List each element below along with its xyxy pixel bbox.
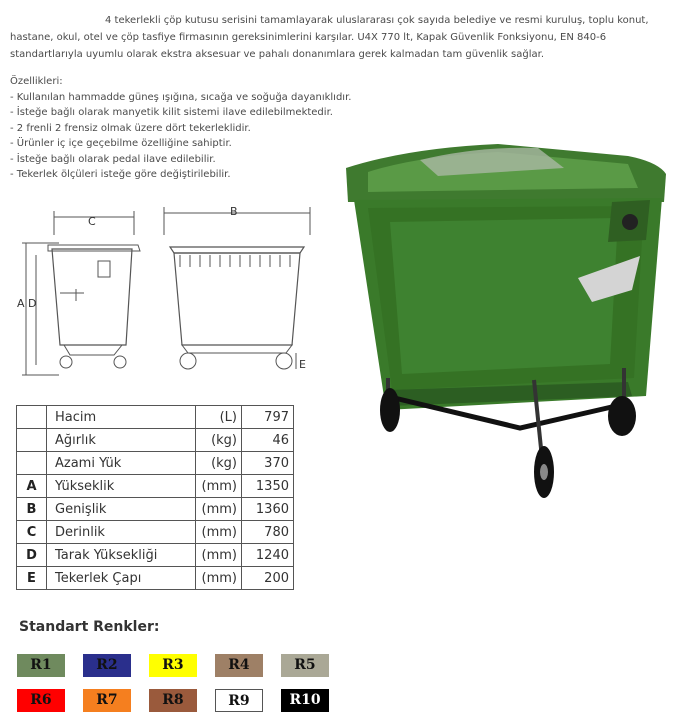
- color-swatch-r3: R3: [149, 654, 197, 677]
- features-title: Özellikleri:: [10, 76, 63, 87]
- features-list: [10, 74, 351, 183]
- spec-value: 797: [242, 406, 294, 429]
- spec-code: B: [17, 498, 47, 521]
- spec-unit: (mm): [196, 567, 242, 590]
- spec-code: [17, 406, 47, 429]
- feature-item: - Tekerlek ölçüleri isteğe göre değiştirilebilir.: [10, 169, 231, 180]
- table-row: [17, 429, 294, 452]
- spec-table-body: [17, 406, 294, 590]
- label-e: E: [299, 358, 306, 371]
- technical-drawing: [14, 205, 314, 383]
- feature-item: - 2 frenli 2 frensiz olmak üzere dört tekerleklidir.: [10, 122, 251, 134]
- spec-code: A: [17, 475, 47, 498]
- spec-label: Tekerlek Çapı: [47, 567, 196, 590]
- feature-item: - Ürünler iç içe geçebilme özelliğine sahiptir.: [10, 138, 232, 149]
- green-bin-image: [328, 138, 680, 503]
- spec-code: D: [17, 544, 47, 567]
- feature-item: - İsteğe bağlı olarak manyetik kilit sistemi ilave edilebilmektedir.: [10, 107, 333, 118]
- spec-code: C: [17, 521, 47, 544]
- spec-value: 200: [242, 567, 294, 590]
- spec-value: 1350: [242, 475, 294, 498]
- table-row: [17, 498, 294, 521]
- color-swatch-r5: R5: [281, 654, 329, 677]
- color-swatch-r8: R8: [149, 689, 197, 712]
- table-row: [17, 406, 294, 429]
- table-row: [17, 544, 294, 567]
- feature-item: - Kullanılan hammadde güneş ışığına, sıcağa ve soğuğa dayanıklıdır.: [10, 91, 352, 103]
- color-swatch-r7: R7: [83, 689, 131, 712]
- spec-value: 46: [242, 429, 294, 452]
- feature-item: - İsteğe bağlı olarak pedal ilave edilebilir.: [10, 153, 216, 165]
- intro-text: 4 tekerlekli çöp kutusu serisini tamamlayarak uluslararası çok sayıda belediye ve resmi kuruluş, toplu konut, hastane, okul, otel ve çöp tasfiye firmasının gereksinimlerini karşılar. U4X 770 lt, Kapak Güvenlik Fonksiyonu, EN 840-6 standartlarıyla uyumlu olarak ekstra aksesuar ve pahalı donanımlara gerek kalmadan tam güvenlik sağlar.: [10, 15, 649, 60]
- spec-unit: (mm): [196, 521, 242, 544]
- spec-code: [17, 429, 47, 452]
- color-swatch-r1: R1: [17, 654, 65, 677]
- spec-label: Azami Yük: [47, 452, 196, 475]
- colors-title: Standart Renkler:: [19, 619, 160, 635]
- color-swatch-r4: R4: [215, 654, 263, 677]
- spec-label: Ağırlık: [47, 429, 196, 452]
- spec-unit: (mm): [196, 498, 242, 521]
- spec-label: Yükseklik: [47, 475, 196, 498]
- label-c: C: [88, 215, 96, 228]
- spec-code: E: [17, 567, 47, 590]
- spec-value: 1360: [242, 498, 294, 521]
- spec-label: Genişlik: [47, 498, 196, 521]
- table-row: [17, 475, 294, 498]
- spec-unit: (mm): [196, 544, 242, 567]
- label-b: B: [230, 205, 238, 218]
- spec-unit: (mm): [196, 475, 242, 498]
- spec-value: 370: [242, 452, 294, 475]
- spec-value: 780: [242, 521, 294, 544]
- spec-value: 1240: [242, 544, 294, 567]
- spec-label: Tarak Yüksekliği: [47, 544, 196, 567]
- spec-table: [16, 405, 294, 590]
- spec-unit: (kg): [196, 452, 242, 475]
- spec-unit: (kg): [196, 429, 242, 452]
- color-swatch-r2: R2: [83, 654, 131, 677]
- color-swatch-r10: R10: [281, 689, 329, 712]
- intro-paragraph: [10, 12, 680, 63]
- spec-code: [17, 452, 47, 475]
- table-row: [17, 567, 294, 590]
- color-swatch-r9: R9: [215, 689, 263, 712]
- label-ad: A D: [17, 297, 37, 310]
- table-row: [17, 521, 294, 544]
- color-swatch-r6: R6: [17, 689, 65, 712]
- spec-label: Derinlik: [47, 521, 196, 544]
- table-row: [17, 452, 294, 475]
- spec-label: Hacim: [47, 406, 196, 429]
- spec-unit: (L): [196, 406, 242, 429]
